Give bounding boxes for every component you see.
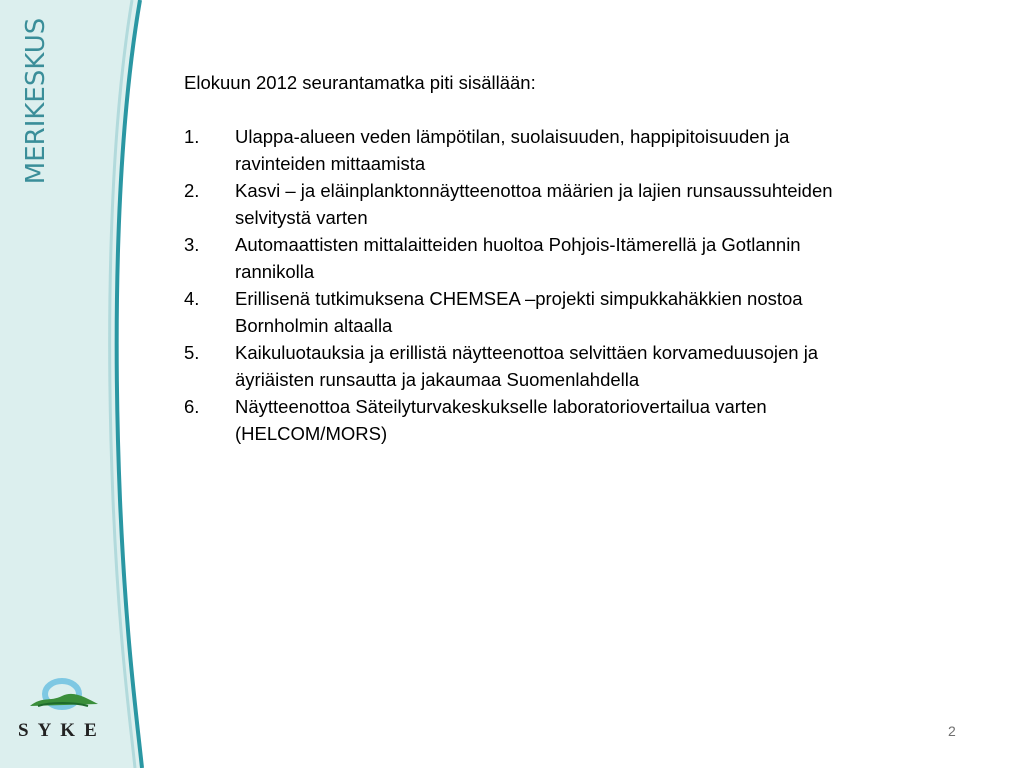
list-number: 4.	[184, 288, 200, 309]
list-number: 5.	[184, 342, 200, 363]
list-item	[184, 177, 844, 231]
syke-logo-text: SYKE	[18, 720, 106, 741]
list-item	[184, 285, 844, 339]
list-text: Ulappa-alueen veden lämpötilan, suolaisuuden, happipitoisuuden ja ravinteiden mittaamista	[235, 126, 790, 174]
list-number: 3.	[184, 234, 200, 255]
list-text: Automaattisten mittalaitteiden huoltoa Pohjois-Itämerellä ja Gotlannin rannikolla	[235, 234, 801, 282]
list-item	[184, 123, 844, 177]
list-item	[184, 231, 844, 285]
list-text: Kasvi – ja eläinplanktonnäytteenottoa määrien ja lajien runsaussuhteiden selvitystä varten	[235, 180, 833, 228]
list-text: Näytteenottoa Säteilyturvakeskukselle laboratoriovertailua varten (HELCOM/MORS)	[235, 396, 767, 444]
numbered-list	[184, 123, 844, 447]
list-text: Erillisenä tutkimuksena CHEMSEA –projekti simpukkahäkkien nostoa Bornholmin altaalla	[235, 288, 803, 336]
sidebar-title: MERIKESKUS	[21, 17, 51, 185]
page-number: 2	[948, 723, 956, 739]
list-number: 2.	[184, 180, 200, 201]
slide-content	[184, 69, 844, 447]
list-item	[184, 339, 844, 393]
list-number: 1.	[184, 126, 200, 147]
list-item	[184, 393, 844, 447]
list-number: 6.	[184, 396, 200, 417]
intro-text: Elokuun 2012 seurantamatka piti sisällään:	[184, 72, 536, 93]
list-text: Kaikuluotauksia ja erillistä näytteenottoa selvittäen korvameduusojen ja äyriäisten runsautta ja jakaumaa Suomenlahdella	[235, 342, 819, 390]
